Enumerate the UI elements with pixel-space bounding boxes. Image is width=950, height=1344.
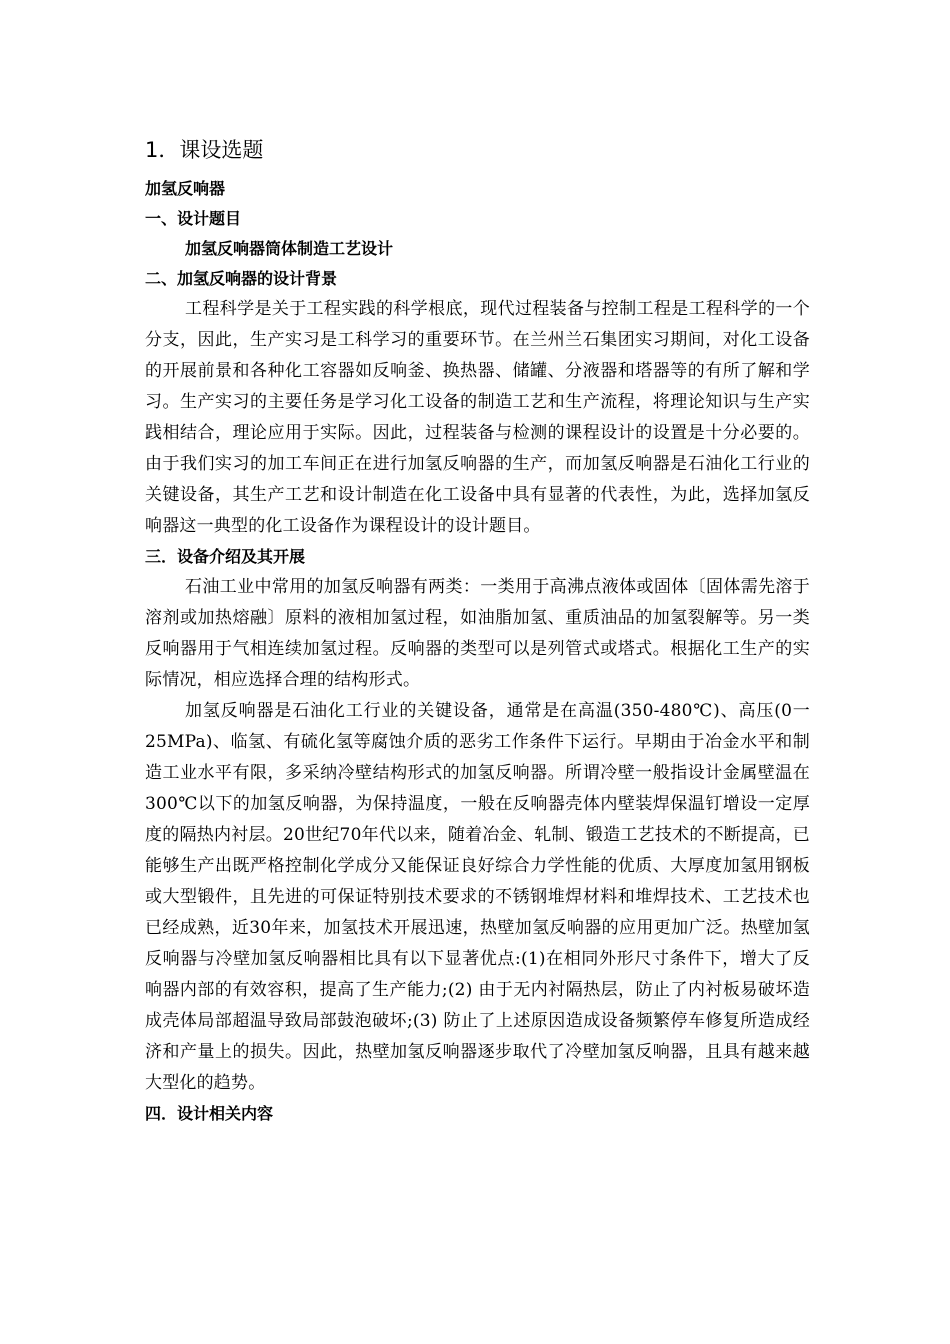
paragraph-equipment-types: 石油工业中常用的加氢反响器有两类：一类用于高沸点液体或固体〔固体需先溶于溶剂或加热熔融〕原料的液相加氢过程，如油脂加氢、重质油品的加氢裂解等。另一类反响器用于气相连续加氢过程。反响器的类型可以是列管式或塔式。根据化工生产的实际情况，相应选择合理的结构形式。	[145, 577, 810, 690]
heading-equipment: 三．设备介绍及其开展	[145, 547, 306, 566]
design-title-text: 加氢反响器筒体制造工艺设计	[185, 239, 394, 258]
paragraph-background: 工程科学是关于工程实践的科学根底，现代过程装备与控制工程是工程科学的一个分支，因此，生产实习是工科学习的重要环节。在兰州兰石集团实习期间，对化工设备的开展前景和各种化工容器如反响釜、换热器、储罐、分液器和塔器等的有所了解和学习。生产实习的主要任务是学习化工设备的制造工艺和生产流程，将理论知识与生产实践相结合，理论应用于实际。因此，过程装备与检测的课程设计的设置是十分必要的。由于我们实习的加工车间正在进行加氢反响器的生产，而加氢反响器是石油化工行业的关键设备，其生产工艺和设计制造在化工设备中具有显著的代表性，为此，选择加氢反响器这一典型的化工设备作为课程设计的设计题目。	[145, 299, 810, 536]
paragraph-equipment-development: 加氢反响器是石油化工行业的关键设备，通常是在高温(350-480℃)、高压(0一25MPa)、临氢、有硫化氢等腐蚀介质的恶劣工作条件下运行。早期由于冶金水平和制造工业水平有限，多采纳冷壁结构形式的加氢反响器。所谓冷壁一般指设计金属壁温在300℃以下的加氢反响器，为保持温度，一般在反响器壳体内壁装焊保温钉增设一定厚度的隔热内衬层。20世纪70年代以来，随着冶金、轧制、锻造工艺技术的不断提高，已能够生产出既严格控制化学成分又能保证良好综合力学性能的优质、大厚度加氢用钢板或大型锻件，且先进的可保证特别技术要求的不锈钢堆焊材料和堆焊技术、工艺技术也已经成熟，近30年来，加氢技术开展迅速，热壁加氢反响器的应用更加广泛。热壁加氢反响器与冷壁加氢反响器相比具有以下显著优点:(1)在相同外形尺寸条件下，增大了反响器内部的有效容积，提高了生产能力;(2) 由于无内衬隔热层，防止了内衬板易破坏造成壳体局部超温导致局部鼓泡破坏;(3) 防止了上述原因造成设备频繁停车修复所造成经济和产量上的损失。因此，热壁加氢反响器逐步取代了冷壁加氢反响器，且具有越来越大型化的趋势。	[145, 701, 810, 1093]
document-body	[145, 134, 810, 1129]
heading-design-content: 四．设计相关内容	[145, 1104, 274, 1123]
heading-design-title: 一、设计题目	[145, 209, 242, 228]
heading-background: 二、加氢反响器的设计背景	[145, 269, 338, 288]
topic-heading: 加氢反响器	[145, 179, 226, 198]
section-title: 1．课设选题	[145, 138, 264, 162]
